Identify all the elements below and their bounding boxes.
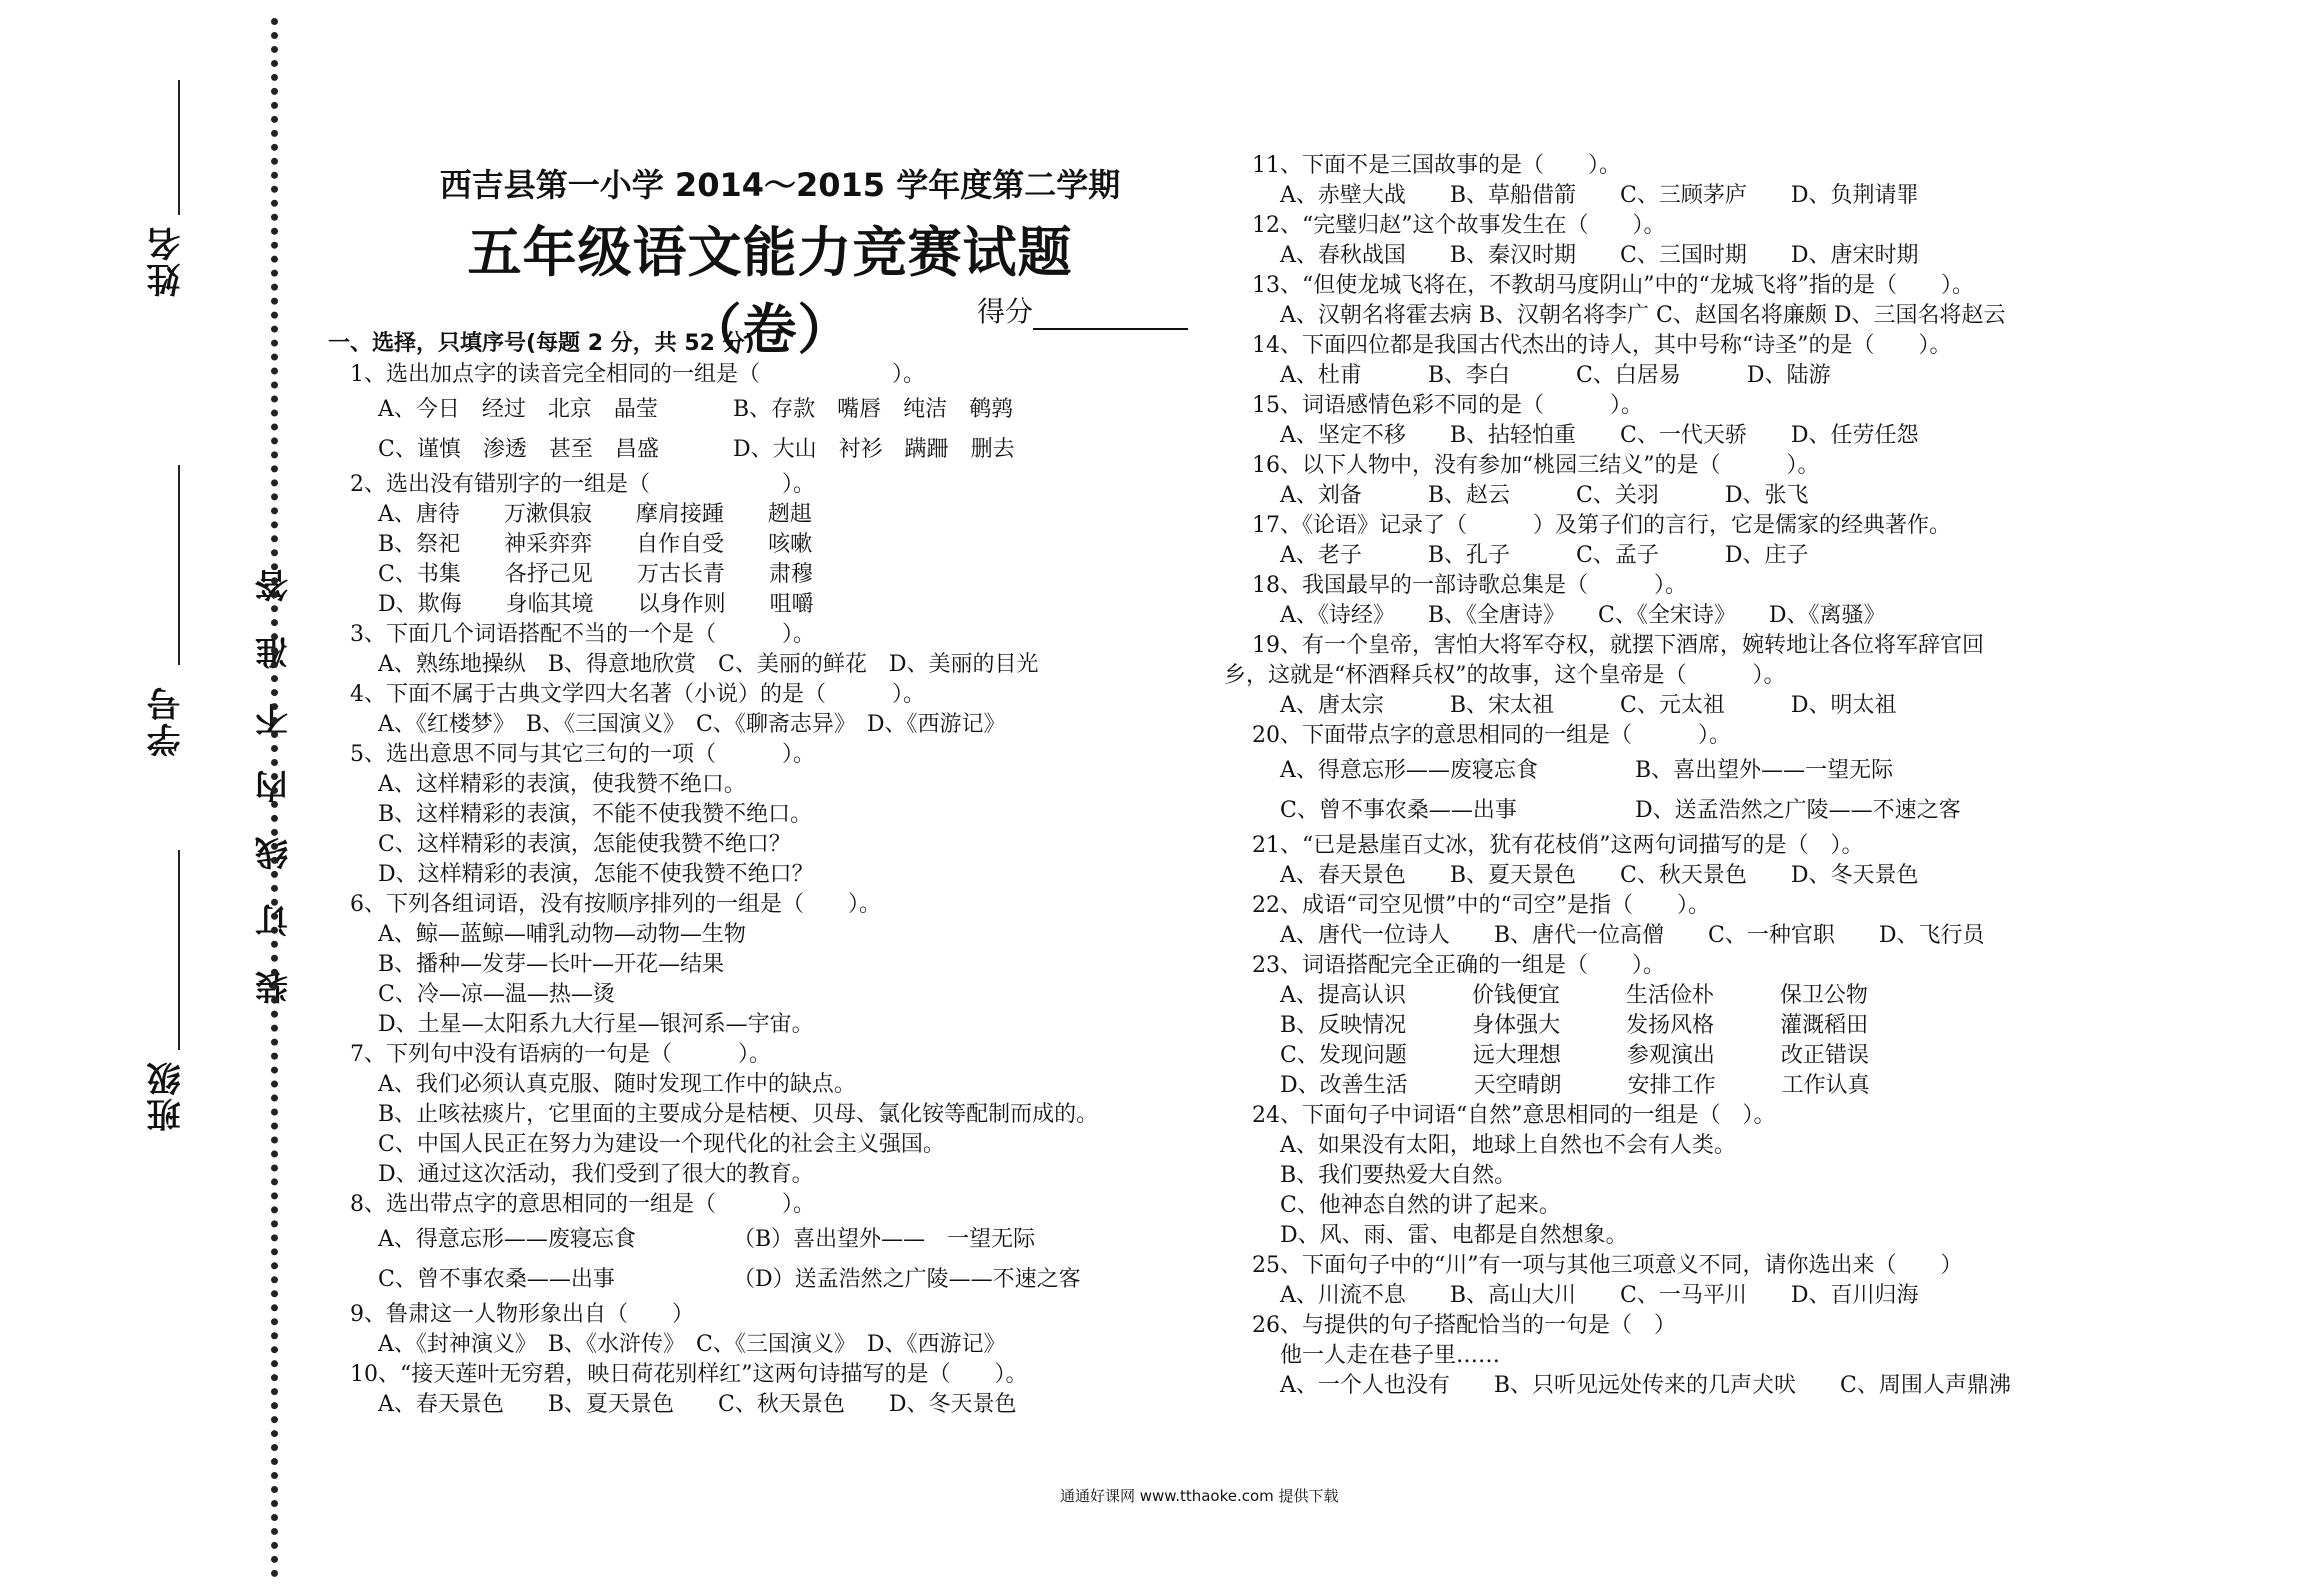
question-stem: 3、下面几个词语搭配不当的一个是（ ）。 — [350, 622, 815, 647]
question-stem: 13、“但使龙城飞将在，不教胡马度阴山”中的“龙城飞将”指的是（ ）。 — [1252, 273, 1974, 298]
option-row — [350, 1330, 1210, 1360]
option-row — [350, 560, 1210, 590]
answer-option[interactable]: A、提高认识 价钱便宜 生活俭朴 保卫公物 — [1280, 983, 1868, 1008]
answer-option[interactable]: C、书集 各抒己见 万古长青 肃穆 — [378, 562, 813, 587]
answer-option[interactable]: A、得意忘形——废寝忘食 — [1280, 758, 1538, 783]
option-row — [350, 530, 1210, 560]
answer-option[interactable]: A、鲸—蓝鲸—哺乳动物—动物—生物 — [378, 922, 746, 947]
answer-option[interactable]: （D）送孟浩然之广陵——不速之客 — [733, 1267, 1081, 1292]
option-row — [1252, 361, 2132, 391]
option-row — [350, 430, 1210, 470]
option-row — [1252, 1341, 2132, 1371]
option-row — [1252, 751, 2132, 791]
option-row — [1252, 1131, 2132, 1161]
option-row — [350, 1070, 1210, 1100]
option-row — [1252, 981, 2132, 1011]
name-label: 姓名 — [147, 225, 187, 297]
option-row — [1252, 1281, 2132, 1311]
question-stem: 9、鲁肃这一人物形象出自（ ） — [350, 1302, 694, 1327]
score-label: 得分 — [977, 295, 1034, 328]
answer-option[interactable]: B、喜出望外——一望无际 — [1635, 758, 1894, 783]
binding-warning: 装订线内不准答 — [254, 535, 293, 1004]
student-id-blank — [178, 465, 180, 665]
question-stem: 4、下面不属于古典文学四大名著（小说）的是（ ）。 — [350, 682, 925, 707]
question-stem: 12、“完璧归赵”这个故事发生在（ ）。 — [1252, 213, 1666, 238]
answer-option[interactable]: D、送孟浩然之广陵——不速之客 — [1635, 798, 1961, 823]
answer-option[interactable]: B、我们要热爱大自然。 — [1280, 1163, 1517, 1188]
option-row — [1252, 1011, 2132, 1041]
class-blank — [178, 850, 180, 1050]
question-stem: 18、我国最早的一部诗歌总集是（ ）。 — [1252, 573, 1687, 598]
option-row — [1252, 601, 2132, 631]
answer-option[interactable]: A、唐待 万漱俱寂 摩肩接踵 趔趄 — [378, 502, 812, 527]
answer-option[interactable]: A、如果没有太阳，地球上自然也不会有人类。 — [1280, 1133, 1736, 1158]
exam-title: 五年级语文能力竞赛试题（卷） — [467, 221, 1073, 361]
option-row — [350, 1130, 1210, 1160]
question-stem: 10、“接天莲叶无穷碧，映日荷花别样红”这两句诗描写的是（ ）。 — [350, 1362, 1028, 1387]
option-row — [1252, 1221, 2132, 1251]
answer-option[interactable]: A、汉朝名将霍去病 B、汉朝名将李广 C、赵国名将廉颇 D、三国名将赵云 — [1280, 303, 2006, 328]
answer-option[interactable]: A、《封神演义》 B、《水浒传》 C、《三国演义》 D、《西游记》 — [378, 1332, 1006, 1357]
option-row — [350, 830, 1210, 860]
option-row — [350, 390, 1210, 430]
option-row — [1252, 241, 2132, 271]
question-stem: 2、选出没有错别字的一组是（ ）。 — [350, 472, 815, 497]
question-stem: 5、选出意思不同与其它三句的一项（ ）。 — [350, 742, 815, 767]
question-stem: 15、词语感情色彩不同的是（ ）。 — [1252, 393, 1643, 418]
answer-option[interactable]: A、唐太宗 B、宋太祖 C、元太祖 D、明太祖 — [1280, 693, 1897, 718]
answer-option[interactable]: A、春天景色 B、夏天景色 C、秋天景色 D、冬天景色 — [1280, 863, 1919, 888]
option-row — [350, 1220, 1210, 1260]
option-row — [1252, 921, 2132, 951]
option-row — [350, 980, 1210, 1010]
answer-option[interactable]: A、春秋战国 B、秦汉时期 C、三国时期 D、唐宋时期 — [1280, 243, 1919, 268]
option-row — [1252, 421, 2132, 451]
option-row — [350, 650, 1210, 680]
question-stem: 16、以下人物中，没有参加“桃园三结义”的是（ ）。 — [1252, 453, 1820, 478]
right-question-column — [1224, 151, 2132, 1401]
option-row — [1252, 791, 2132, 831]
option-row — [350, 950, 1210, 980]
student-id-label: 学号 — [147, 685, 187, 757]
answer-option[interactable]: B、止咳祛痰片，它里面的主要成分是桔梗、贝母、氯化铵等配制而成的。 — [378, 1102, 1099, 1127]
answer-option[interactable]: C、冷—凉—温—热—烫 — [378, 982, 615, 1007]
footer-credit: 通通好课网 www.tthaoke.com 提供下载 — [1060, 1487, 1339, 1505]
question-stem: 8、选出带点字的意思相同的一组是（ ）。 — [350, 1192, 815, 1217]
answer-option[interactable]: A、我们必须认真克服、随时发现工作中的缺点。 — [378, 1072, 856, 1097]
answer-option[interactable]: B、播种—发芽—长叶—开花—结果 — [378, 952, 725, 977]
option-row — [1252, 691, 2132, 721]
option-row — [350, 860, 1210, 890]
question-stem: 1、选出加点字的读音完全相同的一组是（ ）。 — [350, 362, 925, 387]
option-row — [1252, 1041, 2132, 1071]
answer-option[interactable]: A、春天景色 B、夏天景色 C、秋天景色 D、冬天景色 — [378, 1392, 1017, 1417]
question-stem: 17、《论语》记录了（ ）及第子们的言行，它是儒家的经典著作。 — [1252, 513, 1951, 538]
answer-option[interactable]: A、刘备 B、赵云 C、关羽 D、张飞 — [1280, 483, 1809, 508]
option-row — [350, 1010, 1210, 1040]
question-stem: 19、有一个皇帝，害怕大将军夺权，就摆下酒席，婉转地让各位将军辞官回 — [1252, 633, 1984, 658]
answer-option[interactable]: D、土星—太阳系九大行星—银河系—宇宙。 — [378, 1012, 814, 1037]
question-stem: 22、成语“司空见惯”中的“司空”是指（ ）。 — [1252, 893, 1710, 918]
answer-option[interactable]: C、曾不事农桑——出事 — [1280, 798, 1517, 823]
answer-option[interactable]: A、一个人也没有 B、只听见远处传来的几声犬吠 C、周围人声鼎沸 — [1280, 1373, 2011, 1398]
answer-option[interactable]: D、风、雨、雷、电都是自然想象。 — [1280, 1223, 1628, 1248]
binding-dotted-line — [271, 18, 278, 1578]
question-stem: 24、下面句子中词语“自然”意思相同的一组是（ ）。 — [1252, 1103, 1776, 1128]
option-row — [1252, 541, 2132, 571]
answer-option[interactable]: A、杜甫 B、李白 C、白居易 D、陆游 — [1280, 363, 1831, 388]
question-stem: 26、与提供的句子搭配恰当的一句是（ ） — [1252, 1313, 1676, 1338]
answer-option[interactable]: A、川流不息 B、高山大川 C、一马平川 D、百川归海 — [1280, 1283, 1919, 1308]
score-blank[interactable] — [1033, 300, 1188, 330]
question-stem: 23、词语搭配完全正确的一组是（ ）。 — [1252, 953, 1665, 978]
question-stem-continued: 乡，这就是“杯酒释兵权”的故事，这个皇帝是（ ）。 — [1224, 663, 1786, 688]
answer-option[interactable]: C、曾不事农桑——出事 — [378, 1267, 615, 1292]
answer-option[interactable]: A、《诗经》 B、《全唐诗》 C、《全宋诗》 D、《离骚》 — [1280, 603, 1886, 628]
answer-option[interactable]: C、发现问题 远大理想 参观演出 改正错误 — [1280, 1043, 1869, 1068]
option-row — [350, 1160, 1210, 1190]
answer-option[interactable]: D、通过这次活动，我们受到了很大的教育。 — [378, 1162, 814, 1187]
option-row — [350, 1390, 1210, 1420]
option-row — [350, 1100, 1210, 1130]
answer-option[interactable]: B、祭祀 神采弈弈 自作自受 咳嗽 — [378, 532, 813, 557]
answer-option[interactable]: C、这样精彩的表演，怎能使我赞不绝口？ — [378, 832, 791, 857]
question-stem: 11、下面不是三国故事的是（ ）。 — [1252, 153, 1621, 178]
option-row — [350, 800, 1210, 830]
option-row — [1252, 481, 2132, 511]
answer-option[interactable]: B、反映情况 身体强大 发扬风格 灌溉稻田 — [1280, 1013, 1869, 1038]
option-row — [1252, 301, 2132, 331]
answer-option[interactable]: D、大山 衬衫 蹒跚 删去 — [733, 437, 1015, 462]
option-row — [350, 770, 1210, 800]
answer-option[interactable]: A、这样精彩的表演，使我赞不绝口。 — [378, 772, 746, 797]
option-row — [1252, 1371, 2132, 1401]
option-row — [1252, 1161, 2132, 1191]
answer-option[interactable]: A、熟练地操纵 B、得意地欣赏 C、美丽的鲜花 D、美丽的目光 — [378, 652, 1039, 677]
answer-option[interactable]: A、《红楼梦》 B、《三国演义》 C、《聊斋志异》 D、《西游记》 — [378, 712, 1006, 737]
answer-option[interactable]: D、这样精彩的表演，怎能不使我赞不绝口？ — [378, 862, 814, 887]
option-row — [1252, 861, 2132, 891]
answer-option[interactable]: （B）喜出望外—— 一望无际 — [733, 1227, 1036, 1252]
answer-option[interactable]: A、今日 经过 北京 晶莹 — [378, 397, 658, 422]
left-question-column — [350, 360, 1210, 1420]
question-stem: 25、下面句子中的“川”有一项与其他三项意义不同，请你选出来（ ） — [1252, 1253, 1963, 1278]
score-field — [977, 290, 1188, 330]
option-row — [1252, 181, 2132, 211]
answer-option[interactable]: A、唐代一位诗人 B、唐代一位高僧 C、一种官职 D、飞行员 — [1280, 923, 1985, 948]
answer-option[interactable]: A、老子 B、孔子 C、孟子 D、庄子 — [1280, 543, 1809, 568]
answer-option[interactable]: C、谨慎 渗透 甚至 昌盛 — [378, 437, 659, 462]
question-stem: 6、下列各组词语，没有按顺序排列的一组是（ ）。 — [350, 892, 881, 917]
option-row — [350, 920, 1210, 950]
answer-option[interactable]: D、欺侮 身临其境 以身作则 咀嚼 — [378, 592, 814, 617]
answer-option[interactable]: A、坚定不移 B、拈轻怕重 C、一代天骄 D、任劳任怨 — [1280, 423, 1919, 448]
binding-strip — [0, 0, 300, 1595]
option-row — [350, 500, 1210, 530]
class-label: 班级 — [147, 1060, 187, 1132]
question-stem: 21、“已是悬崖百丈冰，犹有花枝俏”这两句词描写的是（ ）。 — [1252, 833, 1864, 858]
name-blank — [178, 80, 180, 215]
question-stem: 7、下列句中没有语病的一句是（ ）。 — [350, 1042, 771, 1067]
answer-option[interactable]: 他一人走在巷子里…… — [1280, 1343, 1501, 1368]
answer-option[interactable]: B、存款 嘴唇 纯洁 鹌鹑 — [733, 397, 1014, 422]
answer-option[interactable]: A、得意忘形——废寝忘食 — [378, 1227, 636, 1252]
option-row — [1252, 1191, 2132, 1221]
question-stem: 14、下面四位都是我国古代杰出的诗人，其中号称“诗圣”的是（ ）。 — [1252, 333, 1952, 358]
question-stem: 20、下面带点字的意思相同的一组是（ ）。 — [1252, 723, 1731, 748]
option-row — [350, 710, 1210, 740]
answer-option[interactable]: B、这样精彩的表演，不能不使我赞不绝口。 — [378, 802, 813, 827]
section-heading: 一、选择，只填序号(每题 2 分，共 52 分) — [328, 331, 755, 356]
school-heading: 西吉县第一小学 2014～2015 学年度第二学期 — [439, 166, 1121, 204]
answer-option[interactable]: C、中国人民正在努力为建设一个现代化的社会主义强国。 — [378, 1132, 945, 1157]
answer-option[interactable]: D、改善生活 天空晴朗 安排工作 工作认真 — [1280, 1073, 1870, 1098]
answer-option[interactable]: A、赤壁大战 B、草船借箭 C、三顾茅庐 D、负荆请罪 — [1280, 183, 1919, 208]
option-row — [350, 1260, 1210, 1300]
option-row — [1252, 1071, 2132, 1101]
option-row — [350, 590, 1210, 620]
answer-option[interactable]: C、他神态自然的讲了起来。 — [1280, 1193, 1561, 1218]
